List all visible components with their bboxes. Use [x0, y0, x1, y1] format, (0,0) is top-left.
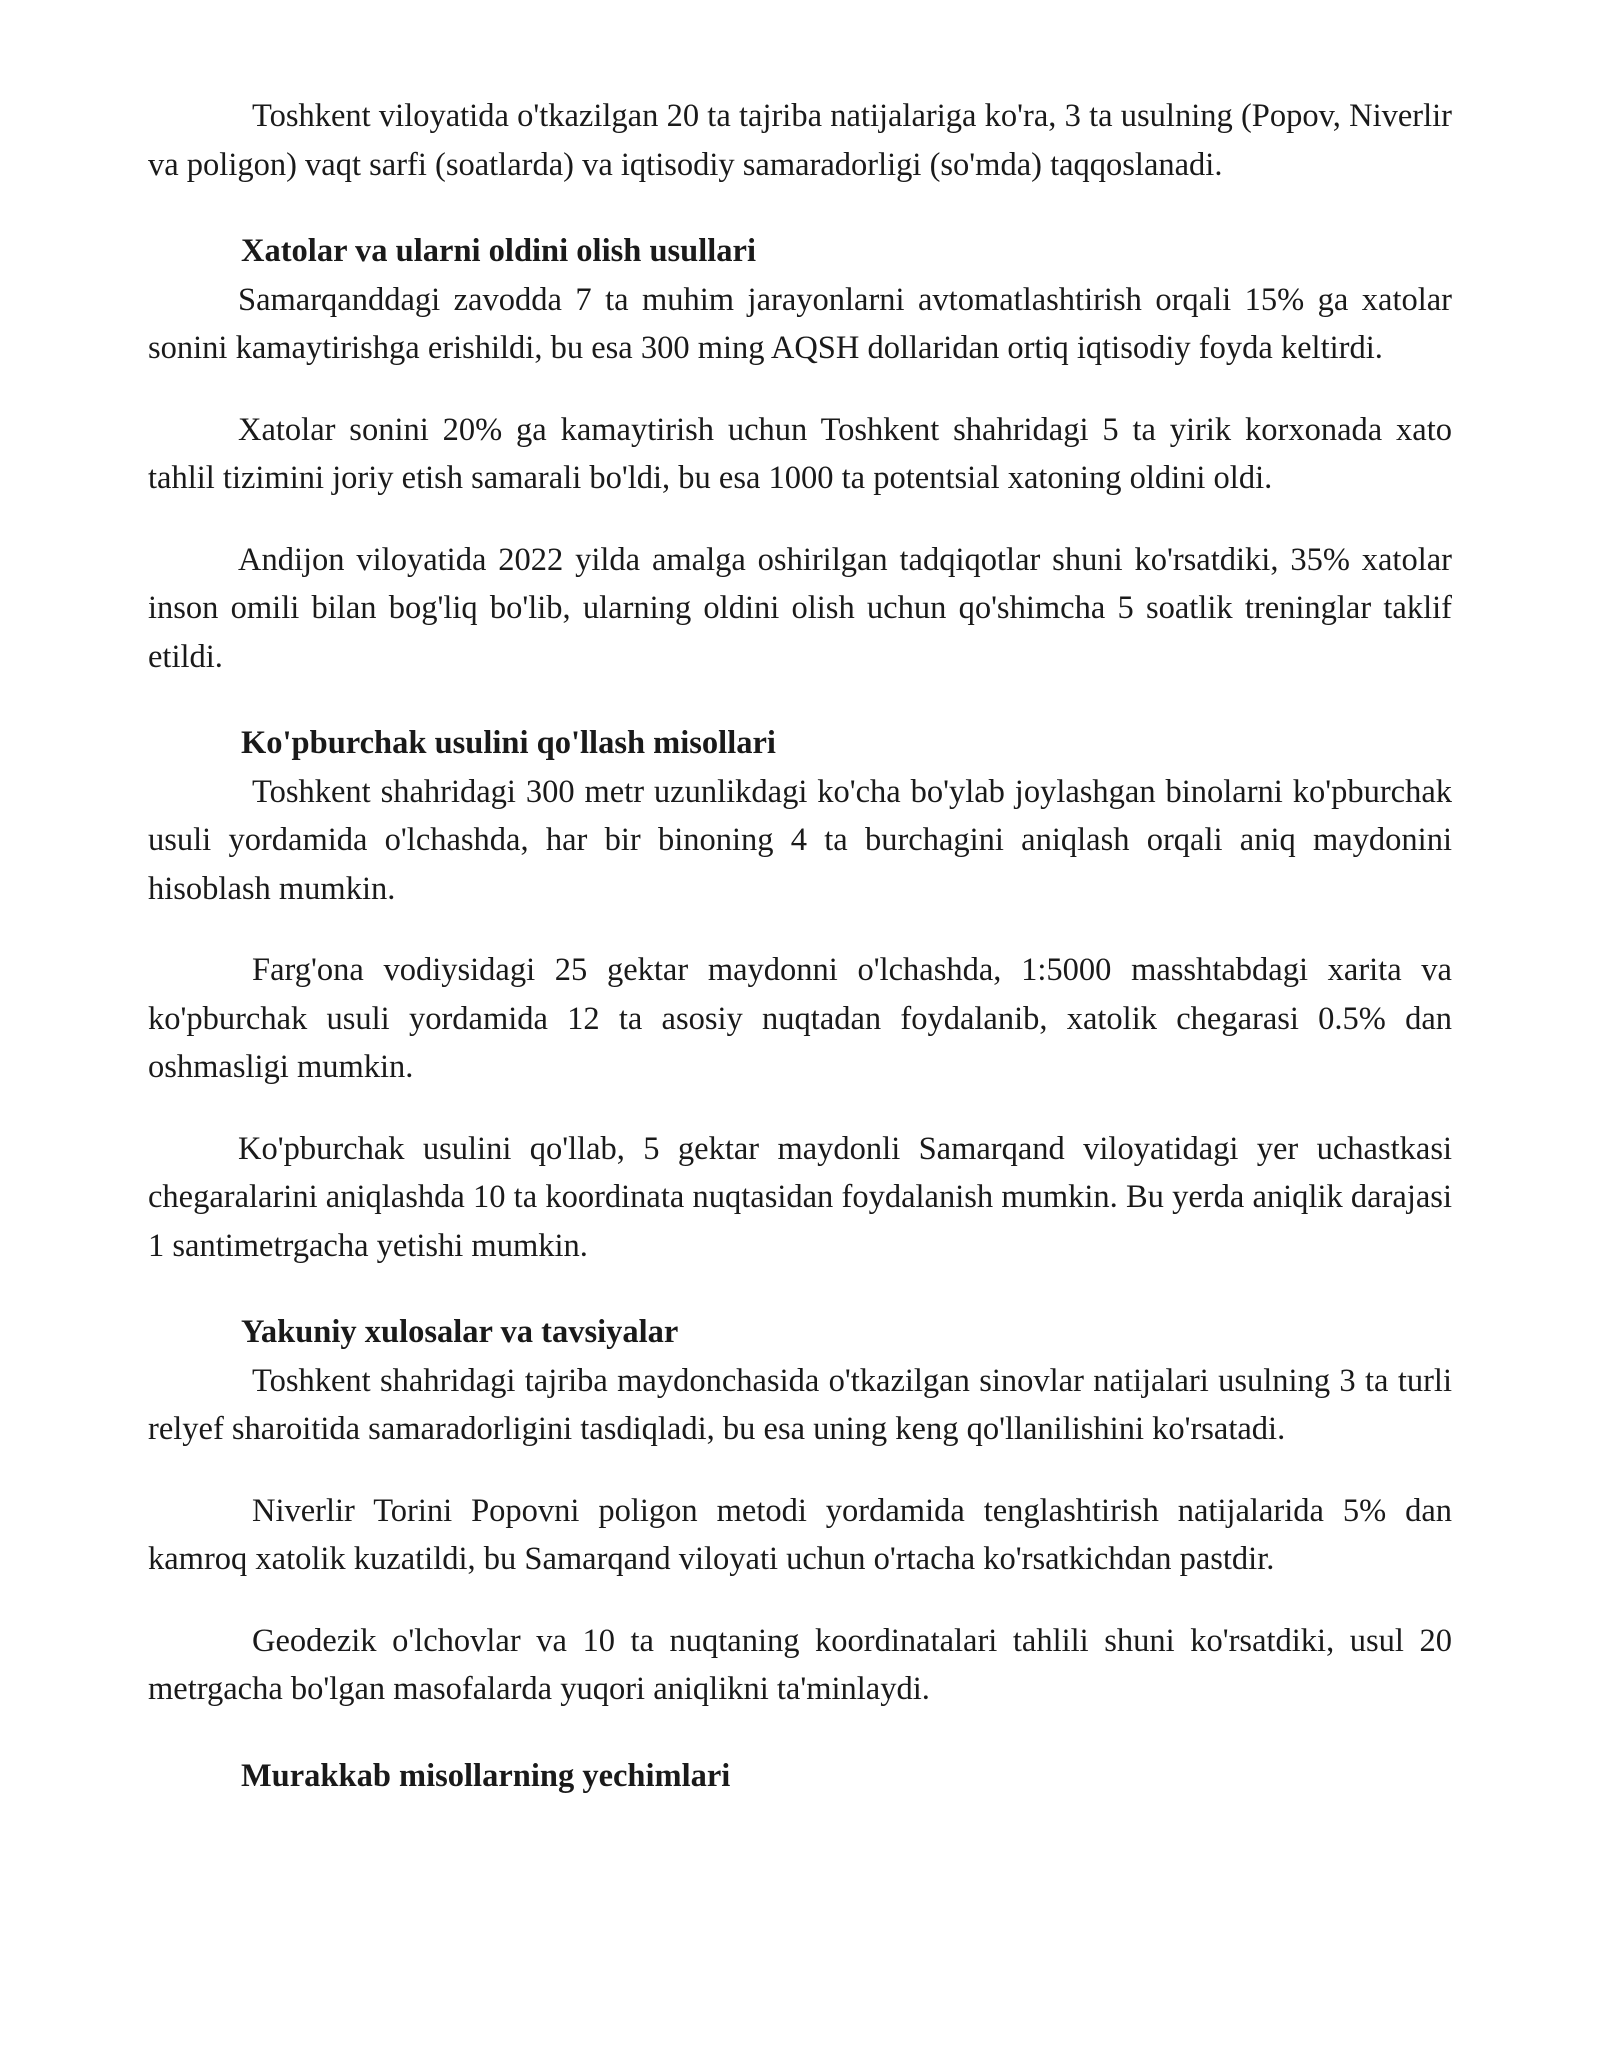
paragraph: Andijon viloyatida 2022 yilda amalga oshirilgan tadqiqotlar shuni ko'rsatdiki, 35% xatolar inson omili bilan bog'liq bo'lib, ularning oldini olish uchun qo'shimcha 5 soatlik treninglar taklif etildi.: [148, 541, 1452, 675]
paragraph: Toshkent viloyatida o'tkazilgan 20 ta tajriba natijalariga ko'ra, 3 ta usulning (Popov, Niverlir va poligon) vaqt sarfi (soatlarda) va iqtisodiy samaradorligi (so'mda) taqqoslanadi.: [148, 98, 1452, 183]
paragraph: Farg'ona vodiysidagi 25 gektar maydonni o'lchashda, 1:5000 masshtabdagi xarita va ko'pburchak usuli yordamida 12 ta asosiy nuqtadan foydalanib, xatolik chegarasi 0.5% dan oshmasligi mumkin.: [148, 952, 1452, 1085]
paragraph: Niverlir Torini Popovni poligon metodi yordamida tenglashtirish natijalarida 5% dan kamroq xatolik kuzatildi, bu Samarqand viloyati uchun o'rtacha ko'rsatkichdan pastdir.: [148, 1492, 1452, 1577]
section-heading: Yakuniy xulosalar va tavsiyalar: [241, 1314, 679, 1350]
paragraph: Ko'pburchak usulini qo'llab, 5 gektar maydonli Samarqand viloyatidagi yer uchastkasi chegaralarini aniqlashda 10 ta koordinata nuqtasidan foydalanish mumkin. Bu yerda aniqlik darajasi 1 santimetrgacha yetishi mumkin.: [148, 1130, 1452, 1264]
paragraph: Toshkent shahridagi 300 metr uzunlikdagi ko'cha bo'ylab joylashgan binolarni ko'pburchak usuli yordamida o'lchashda, har bir binoning 4 ta burchagini aniqlash orqali aniq maydonini hisoblash mumkin.: [148, 773, 1452, 907]
paragraph: Toshkent shahridagi tajriba maydonchasida o'tkazilgan sinovlar natijalari usulning 3 ta turli relyef sharoitida samaradorligini tasdiqladi, bu esa uning keng qo'llanilishini ko'rsatadi.: [148, 1362, 1452, 1447]
section-heading: Murakkab misollarning yechimlari: [241, 1757, 731, 1794]
paragraph: Samarqanddagi zavodda 7 ta muhim jarayonlarni avtomatlashtirish orqali 15% ga xatolar sonini kamaytirishga erishildi, bu esa 300 ming AQSH dollaridan ortiq iqtisodiy foyda keltirdi.: [148, 281, 1452, 366]
section-heading: Xatolar va ularni oldini olish usullari: [241, 233, 757, 269]
section-heading: Ko'pburchak usulini qo'llash misollari: [241, 725, 776, 761]
document-page: [148, 92, 1452, 1800]
paragraph: Geodezik o'lchovlar va 10 ta nuqtaning koordinatalari tahlili shuni ko'rsatdiki, usul 20 metrgacha bo'lgan masofalarda yuqori aniqlikni ta'minlaydi.: [148, 1622, 1452, 1707]
paragraph: Xatolar sonini 20% ga kamaytirish uchun Toshkent shahridagi 5 ta yirik korxonada xato tahlil tizimini joriy etish samarali bo'ldi, bu esa 1000 ta potentsial xatoning oldini oldi.: [148, 411, 1452, 496]
